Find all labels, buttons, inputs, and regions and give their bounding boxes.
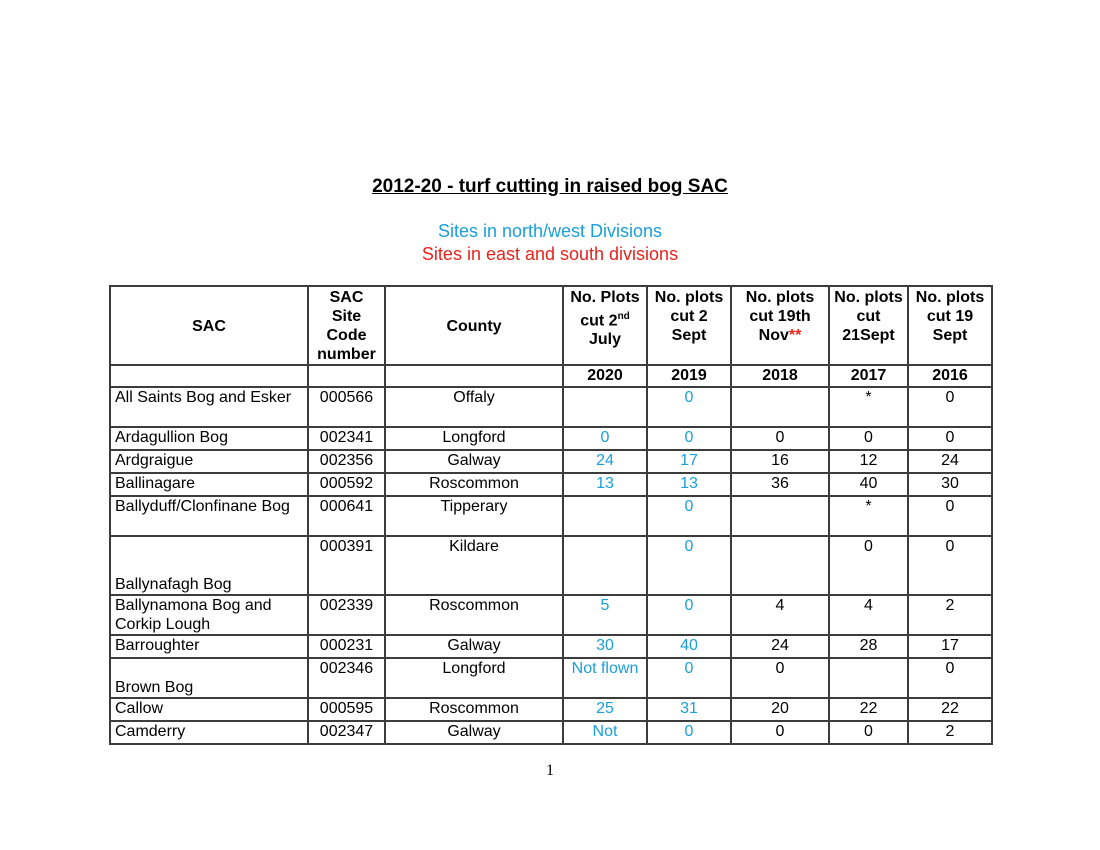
site-code: 000566 xyxy=(308,387,385,427)
sac-name: Ballynamona Bog and Corkip Lough xyxy=(110,595,308,635)
plots-2020: Not xyxy=(563,721,647,744)
plots-2017 xyxy=(829,658,908,698)
sac-name: Barroughter xyxy=(110,635,308,658)
page-title: 2012-20 - turf cutting in raised bog SAC xyxy=(372,176,728,197)
sac-name: Ballyduff/Clonfinane Bog xyxy=(110,496,308,536)
header-site-code: SAC Site Code number xyxy=(308,286,385,365)
plots-2020: 24 xyxy=(563,450,647,473)
county: Roscommon xyxy=(385,473,563,496)
header-2020: No. Plots cut 2nd July xyxy=(563,286,647,365)
table-row xyxy=(110,387,992,427)
plots-2017: 4 xyxy=(829,595,908,635)
county: Offaly xyxy=(385,387,563,427)
county: Roscommon xyxy=(385,595,563,635)
plots-2019: 17 xyxy=(647,450,731,473)
plots-2018: 0 xyxy=(731,658,829,698)
table-row xyxy=(110,595,992,635)
plots-2020 xyxy=(563,536,647,595)
plots-2019: 13 xyxy=(647,473,731,496)
year-2017: 2017 xyxy=(829,365,908,387)
county: Tipperary xyxy=(385,496,563,536)
table-row xyxy=(110,496,992,536)
plots-2017: 0 xyxy=(829,427,908,450)
legend-north-west: Sites in north/west Divisions xyxy=(437,221,663,241)
site-code: 002356 xyxy=(308,450,385,473)
table-row xyxy=(110,450,992,473)
header-2017: No. plots cut 21Sept xyxy=(829,286,908,365)
plots-2016: 0 xyxy=(908,658,992,698)
plots-2020: 30 xyxy=(563,635,647,658)
county: Galway xyxy=(385,721,563,744)
plots-2018: 24 xyxy=(731,635,829,658)
plots-2018: 36 xyxy=(731,473,829,496)
plots-2016: 0 xyxy=(908,496,992,536)
plots-2019: 40 xyxy=(647,635,731,658)
plots-2018: 16 xyxy=(731,450,829,473)
plots-2020 xyxy=(563,496,647,536)
site-code: 002339 xyxy=(308,595,385,635)
site-code: 000231 xyxy=(308,635,385,658)
plots-2018: 0 xyxy=(731,427,829,450)
plots-2020: Not flown xyxy=(563,658,647,698)
plots-2018 xyxy=(731,496,829,536)
plots-2019: 0 xyxy=(647,387,731,427)
site-code: 002346 xyxy=(308,658,385,698)
sac-name: All Saints Bog and Esker xyxy=(110,387,308,427)
year-2020: 2020 xyxy=(563,365,647,387)
plots-2020: 25 xyxy=(563,698,647,721)
site-code: 002341 xyxy=(308,427,385,450)
site-code: 000641 xyxy=(308,496,385,536)
plots-2016: 22 xyxy=(908,698,992,721)
plots-2020: 5 xyxy=(563,595,647,635)
year-2018: 2018 xyxy=(731,365,829,387)
year-cell-empty xyxy=(110,365,308,387)
plots-2020: 13 xyxy=(563,473,647,496)
plots-2019: 31 xyxy=(647,698,731,721)
table-row xyxy=(110,536,992,595)
county: Galway xyxy=(385,450,563,473)
plots-2017: 0 xyxy=(829,536,908,595)
year-2016: 2016 xyxy=(908,365,992,387)
county: Roscommon xyxy=(385,698,563,721)
header-2019: No. plots cut 2 Sept xyxy=(647,286,731,365)
table-row xyxy=(110,473,992,496)
plots-2018: 0 xyxy=(731,721,829,744)
sac-name: Ballinagare xyxy=(110,473,308,496)
plots-2019: 0 xyxy=(647,721,731,744)
plots-2019: 0 xyxy=(647,595,731,635)
site-code: 000595 xyxy=(308,698,385,721)
sac-name: Brown Bog xyxy=(110,658,308,698)
plots-2019: 0 xyxy=(647,496,731,536)
county: Longford xyxy=(385,427,563,450)
table-row xyxy=(110,658,992,698)
sac-name: Camderry xyxy=(110,721,308,744)
plots-2016: 2 xyxy=(908,595,992,635)
header-sac: SAC xyxy=(110,286,308,365)
year-2019: 2019 xyxy=(647,365,731,387)
plots-2020: 0 xyxy=(563,427,647,450)
header-2016: No. plots cut 19 Sept xyxy=(908,286,992,365)
plots-2019: 0 xyxy=(647,658,731,698)
year-cell-empty xyxy=(385,365,563,387)
plots-2016: 0 xyxy=(908,427,992,450)
plots-2016: 0 xyxy=(908,536,992,595)
sac-name: Ballynafagh Bog xyxy=(110,536,308,595)
site-code: 000391 xyxy=(308,536,385,595)
plots-2017: 28 xyxy=(829,635,908,658)
page-number: 1 xyxy=(546,762,554,779)
plots-2018: 20 xyxy=(731,698,829,721)
site-code: 002347 xyxy=(308,721,385,744)
table-row xyxy=(110,635,992,658)
plots-2017: 40 xyxy=(829,473,908,496)
table-row xyxy=(110,698,992,721)
plots-2017: 0 xyxy=(829,721,908,744)
plots-2016: 0 xyxy=(908,387,992,427)
plots-2017: 22 xyxy=(829,698,908,721)
plots-2016: 17 xyxy=(908,635,992,658)
plots-2020 xyxy=(563,387,647,427)
county: Longford xyxy=(385,658,563,698)
site-code: 000592 xyxy=(308,473,385,496)
county: Kildare xyxy=(385,536,563,595)
plots-2018 xyxy=(731,536,829,595)
plots-2018: 4 xyxy=(731,595,829,635)
turf-cutting-table xyxy=(109,285,993,745)
plots-2017: * xyxy=(829,387,908,427)
header-2018: No. plots cut 19th Nov** xyxy=(731,286,829,365)
plots-2016: 2 xyxy=(908,721,992,744)
sac-name: Ardgraigue xyxy=(110,450,308,473)
county: Galway xyxy=(385,635,563,658)
year-cell-empty xyxy=(308,365,385,387)
table-row xyxy=(110,721,992,744)
plots-2018 xyxy=(731,387,829,427)
header-county: County xyxy=(385,286,563,365)
plots-2017: * xyxy=(829,496,908,536)
plots-2016: 24 xyxy=(908,450,992,473)
sac-name: Ardagullion Bog xyxy=(110,427,308,450)
plots-2019: 0 xyxy=(647,427,731,450)
plots-2016: 30 xyxy=(908,473,992,496)
year-row xyxy=(110,365,992,387)
plots-2019: 0 xyxy=(647,536,731,595)
legend-east-south: Sites in east and south divisions xyxy=(421,244,679,264)
sac-name: Callow xyxy=(110,698,308,721)
plots-2017: 12 xyxy=(829,450,908,473)
table-row xyxy=(110,427,992,450)
